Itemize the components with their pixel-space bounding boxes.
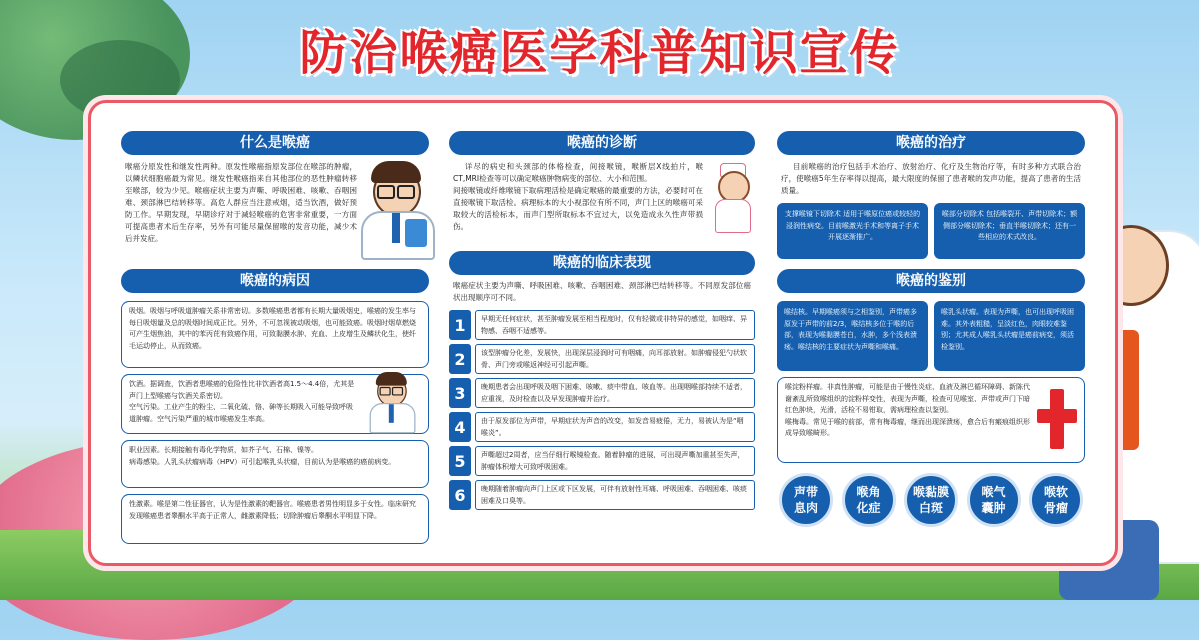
differential-box-papilloma: 喉乳头状瘤。表现为声嘶，也可出现呼吸困难。其外表粗糙，呈淡红色，肉眼较难鉴别；尤其成人喉乳头状瘤是癌前病变，须活检鉴别。: [934, 301, 1085, 371]
symptom-item: [449, 480, 755, 510]
left-column: [121, 103, 429, 544]
treatment-box-partial: 喉部分切除术 包括喉裂开、声带切除术；额侧部分喉切除术；垂直半喉切除术；还有一些相应的术式改良。: [934, 203, 1085, 259]
nurse-icon: [711, 161, 753, 231]
cause-box-hormone: 性激素。喉是第二性征器官，认为是性激素的靶器官。喉癌患者男性明显多于女性。临床研究发现喉癌患者睾酮水平高于正常人，雌激素降低；切除肿瘤后睾酮水平明显下降。: [121, 494, 429, 544]
center-column: [449, 103, 755, 514]
disease-circle: 喉气 囊肿: [967, 473, 1021, 527]
differential-box-tuberculosis: 喉结核。早期喉癌须与之相鉴别，声带癌多原发于声带的前2/3，喉结核多位于喉的后部，表现为喉黏膜苍白，水肿，多个浅表溃疡。喉结核的主要症状为声嘶和喉痛。: [777, 301, 928, 371]
symptom-item: [449, 310, 755, 340]
section-title-treatment: 喉癌的治疗: [777, 131, 1085, 155]
item-text: 晚期随着肿瘤向声门上区或下区发展，可伴有放射性耳痛、呼吸困难、吞咽困难、咳痰困难及口臭等。: [475, 480, 755, 510]
symptom-list: [449, 310, 755, 510]
cause-box-occupation: 职业因素。长期接触有毒化学物质，如芥子气、石棉、镍等。 病毒感染。人乳头状瘤病毒（HPV）可引起喉乳头状瘤，目前认为是喉癌的癌前病变。: [121, 440, 429, 488]
disease-circle: 喉黏膜 白斑: [904, 473, 958, 527]
item-text: 早期无任何症状，甚至肿瘤发展至相当程度时，仅有轻微或非特异的感觉，如咽痒、异物感、吞咽不适感等。: [475, 310, 755, 340]
cause-box-smoking: 吸烟。吸烟与呼吸道肿瘤关系非常密切。多数喉癌患者都有长期大量吸烟史，喉癌的发生率与每日吸烟量及总的吸烟时间成正比。另外，不可忽视被动吸烟，也可能致癌。吸烟时烟草燃烧可产生烟焦油，其中的苯丙芘有致癌作用，可致黏膜水肿、充血、上皮增生及鳞状化生，使纤毛运动停止，从而致癌。: [121, 301, 429, 368]
treatment-box-laryngoscope: 支撑喉镜下切除术 适用于喉原位癌或较轻的浸润性病变。目前喉激光手术和等离子手术开展逐渐推广。: [777, 203, 928, 259]
treatment-text: 目前喉癌的治疗包括手术治疗、放射治疗、化疗及生物治疗等，有时多种方式联合治疗，使喉癌5年生存率得以提高，最大限度的保留了患者喉的发声功能，提高了患者的生活质量。: [781, 162, 1081, 195]
section-title-symptoms: 喉癌的临床表现: [449, 251, 755, 275]
medical-cross-icon: [1037, 389, 1077, 449]
section-title-what-is: 什么是喉癌: [121, 131, 429, 155]
item-number: 5: [449, 446, 471, 476]
section-title-differential: 喉癌的鉴别: [777, 269, 1085, 293]
item-number: 3: [449, 378, 471, 408]
symptom-item: [449, 446, 755, 476]
item-text: 由于原发部位为声带，早期症状为声音的改变，如发音易疲倦，无力，易被认为是“咽喉炎”。: [475, 412, 755, 442]
disease-circle: 喉软 骨瘤: [1029, 473, 1083, 527]
item-number: 6: [449, 480, 471, 510]
what-is-text: 喉癌分原发性和继发性两种。原发性喉癌指原发部位在喉部的肿瘤，以鳞状细胞癌最为常见。继发性喉癌指来自其他部位的恶性肿瘤转移至喉部，较为少见。喉癌症状主要为声嘶、呼吸困难、咳嗽、吞咽困难、颈部淋巴结转移等。高危人群应当注意戒烟，适当饮酒，做好预防工作。早期发现，早期诊疗对于减轻喉癌的危害非常重要，一方面可提高患者术后生存率，另外有可能尽量保留喉的发音功能，减少术后并发症。: [125, 162, 357, 243]
symptom-item: [449, 412, 755, 442]
item-text: 声嘶超过2周者，应当仔细行喉镜检查。随着肿瘤的进展，可出现声嘶加重甚至失声，肿瘤体积增大可致呼吸困难。: [475, 446, 755, 476]
item-number: 1: [449, 310, 471, 340]
content-board: [88, 100, 1118, 566]
item-number: 2: [449, 344, 471, 374]
cause-box-drinking: 饮酒。据调查，饮酒者患喉癌的危险性比非饮酒者高1.5～4.4倍，尤其是声门上型喉癌与饮酒关系密切。 空气污染。工业产生的粉尘、二氧化硫、铬、砷等长期吸入可能导致呼吸道肿瘤。空气污染严重的城市喉癌发生率高。: [121, 374, 429, 434]
item-number: 4: [449, 412, 471, 442]
item-text: 该型肿瘤分化差，发展快，出现深层浸润时可有咽痛，向耳部放射。如肿瘤侵犯勺状软骨、声门旁或喉返神经可引起声嘶。: [475, 344, 755, 374]
disease-circle: 声带 息肉: [779, 473, 833, 527]
doctor-icon: [370, 372, 413, 431]
diagnosis-text: 详尽的病史和头颈部的体格检查，间接喉镜，喉断层X线拍片，喉CT,MRI检查等可以确定喉癌肿物病变的部位、大小和范围。 间接喉镜或纤维喉镜下取病理活检是确定喉癌的最重要的方法，必要时可在直接喉镜下取活检。病理标本的大小视部位有所不同，声门上区的喉癌可采取较大的活检标本，而声门型所取标本不宜过大，以免造成永久性声带损伤。: [453, 162, 703, 231]
symptom-item: [449, 344, 755, 374]
disease-circle: 喉角 化症: [842, 473, 896, 527]
section-title-causes: 喉癌的病因: [121, 269, 429, 293]
doctor-icon: [361, 161, 431, 256]
symptom-item: [449, 378, 755, 408]
item-text: 晚期患者会出现呼吸及咽下困难、咳嗽、痰中带血、咳血等。出现咽喉部持续不适者，应重视，及时检查以及早发现肿瘤并治疗。: [475, 378, 755, 408]
section-title-diagnosis: 喉癌的诊断: [449, 131, 755, 155]
right-column: [777, 103, 1085, 527]
page-title: 防治喉癌医学科普知识宣传: [299, 25, 900, 81]
differential-box-amyloid: 喉淀粉样瘤。非真性肿瘤，可能是由于慢性炎症、血液及淋巴循环障碍、新陈代谢紊乱所致喉组织的淀粉样变性，表现为声嘶，检查可见喉室、声带或声门下暗红色肿块，光滑，活检不易钳取，需病理检查以鉴别。 喉梅毒。常见于喉的前部，常有梅毒瘤，继而出现深溃疡，愈合后有瘢痕组织形成导致喉畸形。: [777, 377, 1085, 463]
symptoms-intro: 喉癌症状主要为声嘶、呼吸困难、咳嗽、吞咽困难、颈部淋巴结转移等。不同原发部位癌状出现顺序可不同。: [453, 281, 751, 302]
